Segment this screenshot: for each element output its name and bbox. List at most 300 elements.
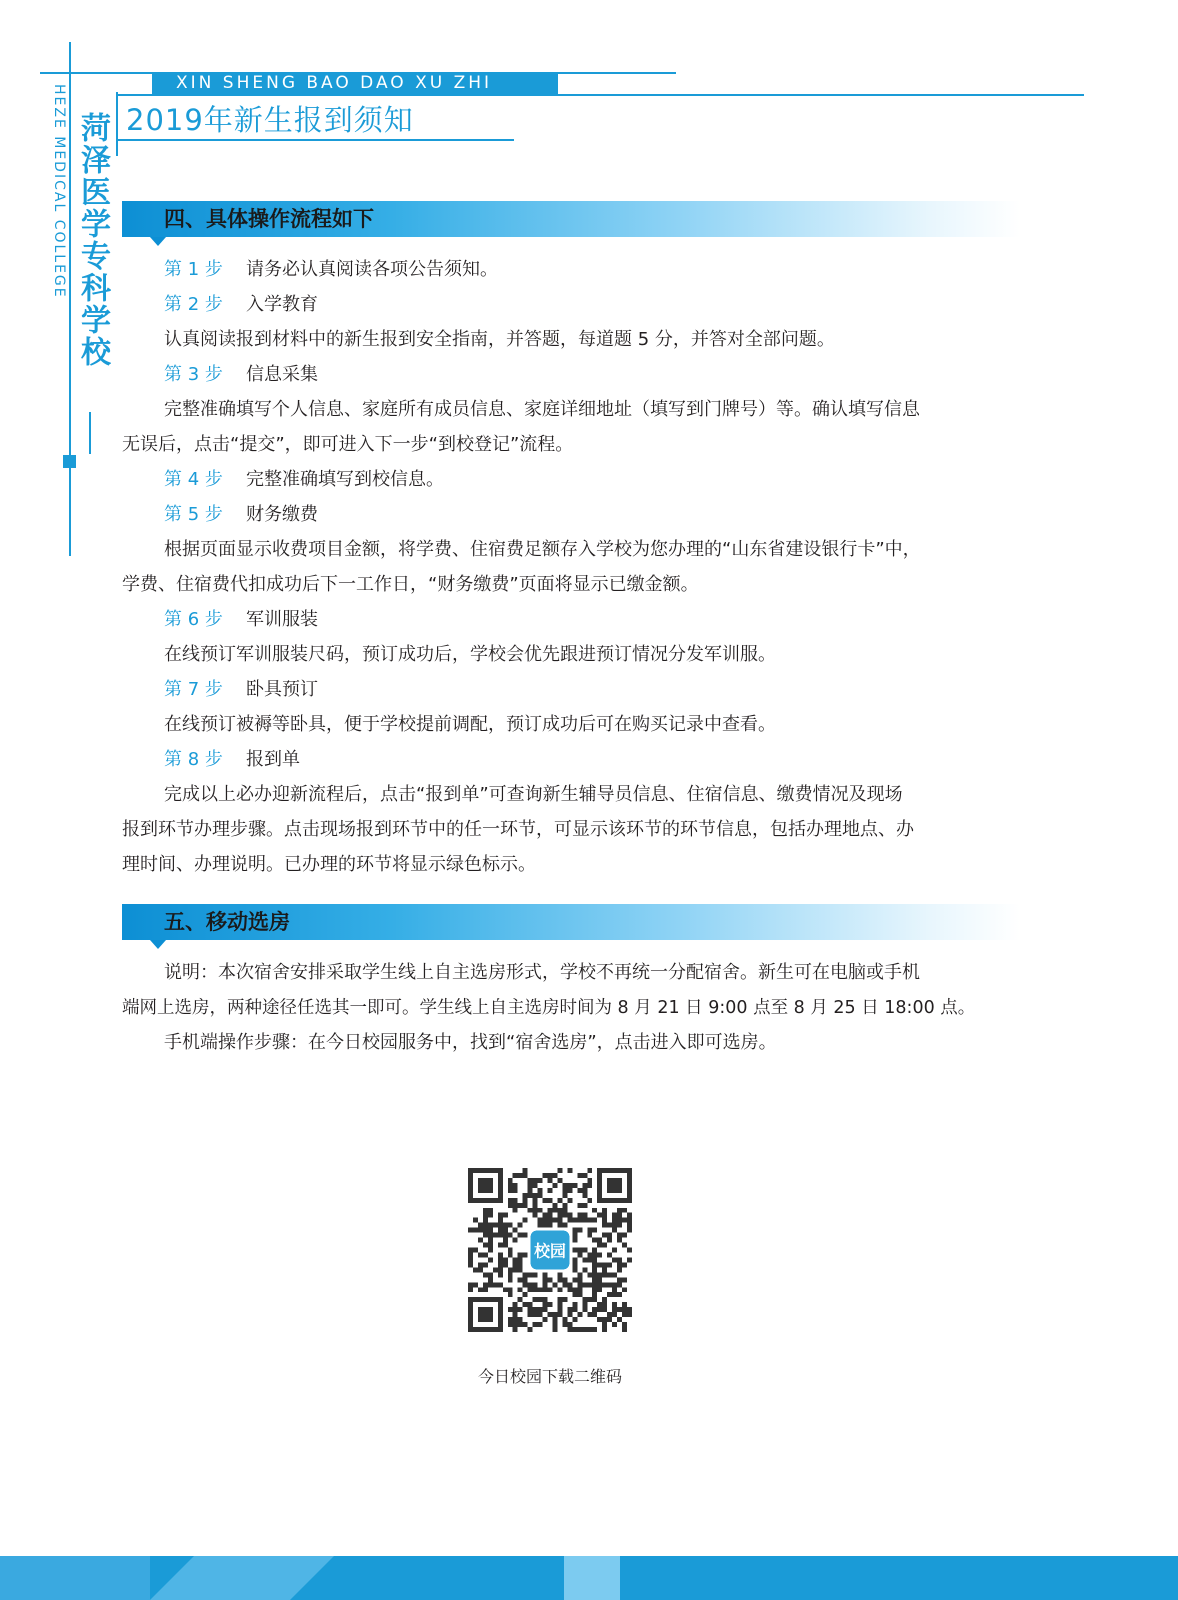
qr-module bbox=[582, 1302, 587, 1307]
qr-module bbox=[513, 1183, 518, 1188]
qr-module bbox=[617, 1223, 622, 1228]
qr-module bbox=[617, 1282, 622, 1287]
qr-module bbox=[533, 1183, 538, 1188]
qr-module bbox=[572, 1262, 577, 1267]
qr-module bbox=[548, 1178, 553, 1183]
qr-module bbox=[562, 1183, 567, 1188]
qr-module bbox=[493, 1267, 498, 1272]
section-heading-4 bbox=[122, 201, 1020, 237]
qr-module bbox=[617, 1208, 622, 1213]
qr-module bbox=[473, 1267, 478, 1272]
qr-module bbox=[622, 1218, 627, 1223]
qr-module bbox=[592, 1292, 597, 1297]
step-title: 卧具预订 bbox=[246, 679, 318, 700]
qr-module bbox=[513, 1257, 518, 1262]
qr-module bbox=[607, 1317, 612, 1322]
paragraph-line: 在线预订被褥等卧具，便于学校提前调配，预订成功后可在购买记录中查看。 bbox=[164, 714, 776, 735]
step-label: 第 3 步 bbox=[164, 364, 223, 385]
qr-module bbox=[577, 1248, 582, 1253]
qr-module bbox=[488, 1238, 493, 1243]
qr-module bbox=[508, 1233, 513, 1238]
qr-module bbox=[617, 1307, 622, 1312]
qr-module bbox=[528, 1193, 533, 1198]
qr-module bbox=[543, 1287, 548, 1292]
qr-module bbox=[543, 1307, 548, 1312]
qr-module bbox=[612, 1282, 617, 1287]
qr-module bbox=[572, 1238, 577, 1243]
qr-module bbox=[572, 1292, 577, 1297]
qr-module bbox=[562, 1203, 567, 1208]
qr-module bbox=[557, 1168, 562, 1173]
qr-module bbox=[602, 1233, 607, 1238]
qr-module bbox=[513, 1203, 518, 1208]
qr-module bbox=[552, 1203, 557, 1208]
qr-module bbox=[622, 1302, 627, 1307]
qr-module bbox=[468, 1282, 473, 1287]
qr-module bbox=[597, 1287, 602, 1292]
footer-stripe bbox=[150, 1556, 334, 1600]
qr-module bbox=[622, 1307, 627, 1312]
qr-module bbox=[592, 1267, 597, 1272]
paragraph-line: 完成以上必办迎新流程后，点击“报到单”可查询新生辅导员信息、住宿信息、缴费情况及现场 bbox=[164, 784, 903, 805]
qr-module bbox=[552, 1183, 557, 1188]
qr-module bbox=[528, 1287, 533, 1292]
qr-module bbox=[483, 1213, 488, 1218]
qr-module bbox=[612, 1248, 617, 1253]
qr-module bbox=[612, 1228, 617, 1233]
qr-module bbox=[518, 1317, 523, 1322]
qr-module bbox=[513, 1302, 518, 1307]
qr-module bbox=[498, 1272, 503, 1277]
qr-module bbox=[567, 1188, 572, 1193]
qr-module bbox=[607, 1238, 612, 1243]
qr-module bbox=[592, 1272, 597, 1277]
qr-module bbox=[528, 1307, 533, 1312]
qr-module bbox=[597, 1317, 602, 1322]
qr-module bbox=[577, 1203, 582, 1208]
qr-module bbox=[607, 1223, 612, 1228]
qr-module bbox=[612, 1307, 617, 1312]
qr-module bbox=[478, 1287, 483, 1292]
qr-module bbox=[612, 1257, 617, 1262]
qr-module bbox=[592, 1238, 597, 1243]
step-7 bbox=[164, 677, 318, 703]
qr-module bbox=[503, 1243, 508, 1248]
qr-module bbox=[602, 1307, 607, 1312]
qr-module bbox=[587, 1272, 592, 1277]
qr-module bbox=[478, 1238, 483, 1243]
qr-module bbox=[498, 1228, 503, 1233]
qr-module bbox=[533, 1312, 538, 1317]
qr-module bbox=[478, 1252, 483, 1257]
qr-module bbox=[498, 1252, 503, 1257]
qr-caption: 今日校园下载二维码 bbox=[477, 1367, 622, 1386]
qr-module bbox=[503, 1213, 508, 1218]
qr-module bbox=[508, 1178, 513, 1183]
qr-module bbox=[513, 1188, 518, 1193]
qr-module bbox=[622, 1312, 627, 1317]
qr-module bbox=[538, 1208, 543, 1213]
qr-module bbox=[483, 1272, 488, 1277]
step-title: 完整准确填写到校信息。 bbox=[246, 469, 444, 490]
qr-module bbox=[508, 1183, 513, 1188]
qr-module bbox=[548, 1312, 553, 1317]
qr-module bbox=[572, 1233, 577, 1238]
qr-module bbox=[538, 1223, 543, 1228]
qr-module bbox=[597, 1277, 602, 1282]
qr-module bbox=[597, 1302, 602, 1307]
step-label: 第 2 步 bbox=[164, 294, 223, 315]
qr-module bbox=[572, 1287, 577, 1292]
qr-module bbox=[478, 1223, 483, 1228]
qr-module bbox=[587, 1233, 592, 1238]
qr-module bbox=[523, 1322, 528, 1327]
qr-module bbox=[617, 1238, 622, 1243]
footer-stripe bbox=[564, 1556, 620, 1600]
qr-module bbox=[557, 1312, 562, 1317]
qr-module bbox=[548, 1223, 553, 1228]
qr-module bbox=[533, 1287, 538, 1292]
qr-module bbox=[582, 1297, 587, 1302]
qr-module bbox=[622, 1327, 627, 1332]
qr-module bbox=[567, 1307, 572, 1312]
pinyin-banner: XIN SHENG BAO DAO XU ZHI bbox=[152, 72, 558, 94]
qr-module bbox=[523, 1282, 528, 1287]
qr-module bbox=[567, 1322, 572, 1327]
qr-module bbox=[523, 1168, 528, 1173]
qr-module bbox=[548, 1213, 553, 1218]
qr-module bbox=[627, 1228, 632, 1233]
qr-module bbox=[562, 1213, 567, 1218]
qr-module bbox=[483, 1208, 488, 1213]
qr-module bbox=[577, 1287, 582, 1292]
qr-module bbox=[572, 1218, 577, 1223]
step-title: 报到单 bbox=[246, 749, 300, 770]
qr-module bbox=[602, 1243, 607, 1248]
qr-module bbox=[508, 1307, 513, 1312]
qr-module bbox=[617, 1233, 622, 1238]
qr-module bbox=[548, 1188, 553, 1193]
qr-module bbox=[617, 1292, 622, 1297]
qr-module bbox=[488, 1257, 493, 1262]
section-title: 四、具体操作流程如下 bbox=[164, 207, 374, 231]
qr-module bbox=[538, 1188, 543, 1193]
qr-module bbox=[538, 1312, 543, 1317]
qr-module bbox=[513, 1198, 518, 1203]
qr-module bbox=[567, 1218, 572, 1223]
qr-module bbox=[543, 1277, 548, 1282]
qr-module bbox=[508, 1203, 513, 1208]
qr-module bbox=[528, 1302, 533, 1307]
qr-module bbox=[552, 1173, 557, 1178]
step-label: 第 5 步 bbox=[164, 504, 223, 525]
qr-module bbox=[597, 1262, 602, 1267]
qr-module bbox=[627, 1248, 632, 1253]
qr-module bbox=[508, 1267, 513, 1272]
qr-module bbox=[562, 1208, 567, 1213]
qr-module bbox=[503, 1257, 508, 1262]
qr-module bbox=[622, 1277, 627, 1282]
qr-module bbox=[533, 1203, 538, 1208]
paragraph-line: 学费、住宿费代扣成功后下一工作日，“财务缴费”页面将显示已缴金额。 bbox=[122, 574, 699, 595]
qr-module bbox=[468, 1252, 473, 1257]
qr-module bbox=[533, 1193, 538, 1198]
paragraph-line: 端网上选房，两种途径任选其一即可。学生线上自主选房时间为 8 月 21 日 9:00 点至 8 月 25 日 18:00 点。 bbox=[122, 998, 976, 1018]
qr-module bbox=[508, 1248, 513, 1253]
qr-module bbox=[582, 1213, 587, 1218]
qr-module bbox=[612, 1287, 617, 1292]
qr-module bbox=[543, 1223, 548, 1228]
qr-module bbox=[582, 1267, 587, 1272]
qr-module bbox=[528, 1272, 533, 1277]
paragraph-line: 根据页面显示收费项目金额，将学费、住宿费足额存入学校为您办理的“山东省建设银行卡”中， bbox=[164, 539, 921, 560]
qr-module bbox=[597, 1272, 602, 1277]
qr-module bbox=[627, 1257, 632, 1262]
qr-module bbox=[543, 1272, 548, 1277]
qr-module bbox=[523, 1218, 528, 1223]
qr-module bbox=[483, 1287, 488, 1292]
qr-module bbox=[627, 1218, 632, 1223]
school-name-english: HEZE MEDICAL COLLEGE bbox=[51, 84, 67, 299]
qr-module bbox=[602, 1267, 607, 1272]
qr-module bbox=[538, 1307, 543, 1312]
qr-module bbox=[602, 1317, 607, 1322]
qr-module bbox=[597, 1243, 602, 1248]
qr-module bbox=[523, 1233, 528, 1238]
qr-module bbox=[503, 1287, 508, 1292]
qr-module bbox=[552, 1327, 557, 1332]
qr-module bbox=[607, 1252, 612, 1257]
qr-module bbox=[488, 1243, 493, 1248]
qr-module bbox=[612, 1218, 617, 1223]
qr-module bbox=[513, 1208, 518, 1213]
qr-module bbox=[538, 1193, 543, 1198]
qr-module bbox=[498, 1218, 503, 1223]
qr-module bbox=[488, 1272, 493, 1277]
qr-module bbox=[582, 1327, 587, 1332]
qr-module bbox=[513, 1173, 518, 1178]
qr-module bbox=[543, 1282, 548, 1287]
qr-module bbox=[483, 1262, 488, 1267]
qr-module bbox=[592, 1262, 597, 1267]
school-name-rule bbox=[89, 412, 91, 454]
qr-module bbox=[607, 1292, 612, 1297]
qr-module bbox=[508, 1252, 513, 1257]
qr-module bbox=[572, 1277, 577, 1282]
qr-module bbox=[493, 1233, 498, 1238]
heading-notch bbox=[150, 940, 166, 949]
qr-module bbox=[622, 1208, 627, 1213]
qr-module bbox=[587, 1252, 592, 1257]
qr-module bbox=[557, 1218, 562, 1223]
footer-band bbox=[0, 1556, 1178, 1600]
qr-module bbox=[592, 1257, 597, 1262]
step-8 bbox=[164, 747, 300, 773]
qr-module bbox=[602, 1297, 607, 1302]
qr-module bbox=[597, 1282, 602, 1287]
qr-module bbox=[523, 1292, 528, 1297]
qr-module bbox=[483, 1243, 488, 1248]
qr-module bbox=[577, 1213, 582, 1218]
paragraph-line: 报到环节办理步骤。点击现场报到环节中的任一环节，可显示该环节的环节信息，包括办理地点、办 bbox=[122, 819, 914, 840]
qr-module bbox=[607, 1282, 612, 1287]
qr-module bbox=[612, 1312, 617, 1317]
qr-module bbox=[543, 1198, 548, 1203]
qr-module bbox=[587, 1327, 592, 1332]
qr-module bbox=[587, 1198, 592, 1203]
qr-module bbox=[538, 1178, 543, 1183]
qr-module bbox=[503, 1228, 508, 1233]
qr-module bbox=[577, 1173, 582, 1178]
qr-module bbox=[468, 1262, 473, 1267]
qr-module bbox=[483, 1218, 488, 1223]
qr-module bbox=[508, 1272, 513, 1277]
qr-module bbox=[543, 1173, 548, 1178]
qr-module bbox=[577, 1327, 582, 1332]
step-title: 入学教育 bbox=[246, 294, 318, 315]
qr-module bbox=[473, 1218, 478, 1223]
step-label: 第 1 步 bbox=[164, 259, 223, 280]
qr-module bbox=[518, 1173, 523, 1178]
qr-module bbox=[592, 1297, 597, 1302]
qr-module bbox=[498, 1223, 503, 1228]
qr-module bbox=[503, 1238, 508, 1243]
qr-module bbox=[587, 1183, 592, 1188]
qr-module bbox=[533, 1297, 538, 1302]
qr-module bbox=[533, 1213, 538, 1218]
qr-module bbox=[483, 1233, 488, 1238]
qr-module bbox=[528, 1282, 533, 1287]
step-label: 第 4 步 bbox=[164, 469, 223, 490]
qr-module bbox=[572, 1327, 577, 1332]
qr-module bbox=[498, 1213, 503, 1218]
qr-module bbox=[498, 1262, 503, 1267]
qr-module bbox=[577, 1188, 582, 1193]
qr-module bbox=[483, 1223, 488, 1228]
qr-module bbox=[567, 1312, 572, 1317]
qr-module bbox=[572, 1307, 577, 1312]
qr-module bbox=[562, 1188, 567, 1193]
qr-module bbox=[592, 1252, 597, 1257]
qr-module bbox=[528, 1178, 533, 1183]
qr-module bbox=[562, 1317, 567, 1322]
qr-module bbox=[548, 1198, 553, 1203]
qr-module bbox=[523, 1193, 528, 1198]
qr-module bbox=[592, 1327, 597, 1332]
qr-module bbox=[602, 1327, 607, 1332]
qr-module bbox=[592, 1228, 597, 1233]
qr-module bbox=[567, 1168, 572, 1173]
qr-module bbox=[617, 1257, 622, 1262]
qr-module bbox=[488, 1213, 493, 1218]
qr-module bbox=[587, 1297, 592, 1302]
qr-module bbox=[612, 1223, 617, 1228]
qr-module bbox=[592, 1312, 597, 1317]
page-title: 2019年新生报到须知 bbox=[126, 103, 414, 137]
qr-module bbox=[597, 1238, 602, 1243]
step-4 bbox=[164, 467, 444, 493]
qr-module bbox=[552, 1282, 557, 1287]
qr-module bbox=[582, 1248, 587, 1253]
step-label: 第 8 步 bbox=[164, 749, 223, 770]
qr-module bbox=[552, 1322, 557, 1327]
qr-module bbox=[518, 1252, 523, 1257]
paragraph-line: 认真阅读报到材料中的新生报到安全指南，并答题，每道题 5 分，并答对全部问题。 bbox=[164, 329, 835, 350]
qr-module bbox=[538, 1218, 543, 1223]
qr-module bbox=[597, 1213, 602, 1218]
qr-module bbox=[557, 1178, 562, 1183]
paragraph-line: 完整准确填写个人信息、家庭所有成员信息、家庭详细地址（填写到门牌号）等。确认填写信息 bbox=[164, 399, 920, 420]
qr-module bbox=[518, 1287, 523, 1292]
heading-notch bbox=[150, 237, 166, 246]
qr-module bbox=[592, 1218, 597, 1223]
qr-module bbox=[552, 1218, 557, 1223]
qr-module bbox=[513, 1238, 518, 1243]
title-top-rule bbox=[116, 94, 1084, 96]
qr-module bbox=[587, 1312, 592, 1317]
qr-module bbox=[572, 1317, 577, 1322]
qr-module bbox=[498, 1267, 503, 1272]
decorative-square bbox=[63, 455, 76, 468]
qr-module bbox=[592, 1307, 597, 1312]
qr-module bbox=[533, 1178, 538, 1183]
qr-module bbox=[518, 1322, 523, 1327]
qr-module bbox=[518, 1233, 523, 1238]
qr-module bbox=[562, 1277, 567, 1282]
step-2 bbox=[164, 292, 318, 318]
title-left-rule bbox=[116, 92, 118, 156]
qr-module bbox=[523, 1203, 528, 1208]
qr-module bbox=[473, 1282, 478, 1287]
qr-module bbox=[513, 1327, 518, 1332]
qr-module bbox=[528, 1183, 533, 1188]
qr-module bbox=[602, 1322, 607, 1327]
qr-module bbox=[572, 1267, 577, 1272]
qr-module bbox=[478, 1262, 483, 1267]
paragraph-line: 手机端操作步骤：在今日校园服务中，找到“宿舍选房”，点击进入即可选房。 bbox=[164, 1032, 777, 1053]
qr-module bbox=[587, 1228, 592, 1233]
qr-module bbox=[508, 1223, 513, 1228]
qr-module bbox=[592, 1248, 597, 1253]
step-title: 信息采集 bbox=[246, 364, 318, 385]
qr-module bbox=[582, 1183, 587, 1188]
qr-module bbox=[543, 1213, 548, 1218]
qr-module bbox=[513, 1228, 518, 1233]
qr-module bbox=[548, 1287, 553, 1292]
qr-module bbox=[473, 1248, 478, 1253]
footer-stripe bbox=[0, 1556, 150, 1600]
qr-module bbox=[612, 1213, 617, 1218]
qr-module bbox=[478, 1267, 483, 1272]
qr-module bbox=[607, 1233, 612, 1238]
qr-module bbox=[577, 1252, 582, 1257]
qr-module bbox=[473, 1228, 478, 1233]
qr-module bbox=[607, 1272, 612, 1277]
qr-module bbox=[567, 1183, 572, 1188]
qr-module bbox=[602, 1208, 607, 1213]
step-title: 财务缴费 bbox=[246, 504, 318, 525]
paragraph-line: 在线预订军训服装尺码，预订成功后，学校会优先跟进预订情况分发军训服。 bbox=[164, 644, 776, 665]
qr-module bbox=[602, 1262, 607, 1267]
qr-module bbox=[518, 1203, 523, 1208]
qr-module bbox=[582, 1218, 587, 1223]
qr-module bbox=[577, 1282, 582, 1287]
qr-module bbox=[513, 1317, 518, 1322]
qr-module bbox=[617, 1213, 622, 1218]
qr-module bbox=[572, 1183, 577, 1188]
qr-module bbox=[523, 1198, 528, 1203]
qr-module bbox=[478, 1228, 483, 1233]
